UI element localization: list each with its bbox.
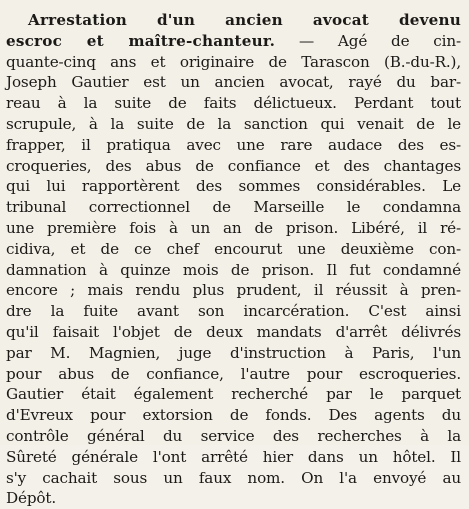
article-body-line: qui lui rapportèrent des sommes considérables. Le [6, 177, 461, 196]
article-body-line: dre la fuite avant son incarcération. C'est ainsi [6, 302, 461, 321]
article-body-line: par M. Magnien, juge d'instruction à Paris, l'un [6, 343, 461, 362]
article-body-line: qu'il faisait l'objet de deux mandats d'arrêt délivrés [6, 322, 461, 341]
article-body-line: tribunal correctionnel de Marseille le condamna [6, 198, 461, 217]
article-headline-line-2: escroc et maître-chanteur. [6, 31, 276, 50]
article-body-line: Sûreté générale l'ont arrêté hier dans un hôtel. Il [6, 447, 461, 466]
article-body-line: scrupule, à la suite de la sanction qui venait de le [6, 114, 461, 133]
article-body-line: encore ; mais rendu plus prudent, il réussit à pren- [6, 281, 461, 300]
article-body-line: pour abus de confiance, l'autre pour escroqueries. [6, 364, 461, 383]
article-body-line: frapper, il pratiqua avec une rare audace des es- [6, 135, 461, 154]
article-body-line: s'y cachait sous un faux nom. On l'a envoyé au [6, 468, 461, 487]
article-body-line: croqueries, des abus de confiance et des chantages [6, 156, 461, 175]
article-body-line: Joseph Gautier est un ancien avocat, rayé du bar- [6, 73, 461, 92]
article-body-line: quante-cinq ans et originaire de Tarascon (B.-du-R.), [6, 52, 461, 71]
article-body-line-last: Dépôt. [6, 489, 57, 508]
article-column [6, 10, 461, 509]
article-body-line: d'Evreux pour extorsion de fonds. Des agents du [6, 406, 461, 425]
article-headline-line-1: Arrestation d'un ancien avocat devenu [28, 11, 461, 29]
article-body-line: reau à la suite de faits délictueux. Perdant tout [6, 94, 461, 113]
article-body-line: une première fois à un an de prison. Libéré, il ré- [6, 218, 461, 237]
article-body-line: contrôle général du service des recherches à la [6, 426, 461, 445]
article-body-line-1: — Agé de cin- [299, 31, 461, 50]
article-body-line: cidiva, et de ce chef encourut une deuxième con- [6, 239, 461, 258]
article-headline-line-2-row [6, 31, 461, 52]
article-body-line: Gautier était également recherché par le parquet [6, 385, 461, 404]
article-body-line: damnation à quinze mois de prison. Il fut condamné [6, 260, 461, 279]
